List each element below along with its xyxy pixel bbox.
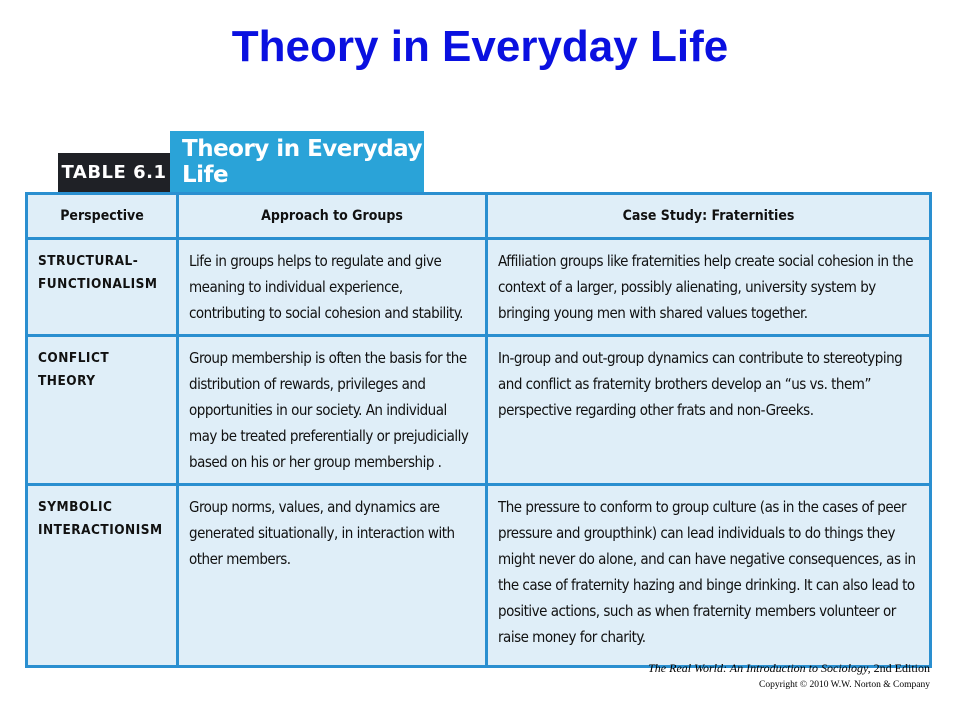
slide-title: Theory in Everyday Life xyxy=(231,22,729,71)
case-study-cell: The pressure to conform to group culture (as in the cases of peer pressure and groupthink) can lead individuals to do things they might never do alone, and can have negative consequences, as in the case of fraternity hazing and binge drinking. It can also lead to positive actions, such as when fraternity members volunteer or raise money for charity. xyxy=(487,485,931,667)
perspective-name-line1: SYMBOLIC xyxy=(38,499,113,515)
table-number-label: TABLE 6.1 xyxy=(58,153,170,192)
header-case-study: Case Study: Fraternities xyxy=(487,194,931,239)
footer-edition: 2nd Edition xyxy=(870,661,930,675)
table-header-row xyxy=(27,194,931,239)
footer-citation xyxy=(648,661,930,676)
perspective-cell xyxy=(27,239,178,336)
theory-table xyxy=(25,192,932,668)
header-perspective: Perspective xyxy=(27,194,178,239)
table-row xyxy=(27,336,931,485)
approach-cell: Life in groups helps to regulate and give meaning to individual experience, contributing to social cohesion and stability. xyxy=(178,239,487,336)
perspective-cell xyxy=(27,485,178,667)
perspective-cell xyxy=(27,336,178,485)
table-row xyxy=(27,485,931,667)
perspective-name-line2: FUNCTIONALISM xyxy=(38,276,158,292)
footer-copyright: Copyright © 2010 W.W. Norton & Company xyxy=(758,680,930,690)
case-study-cell: Affiliation groups like fraternities help create social cohesion in the context of a larger, possibly alienating, university system by bringing young men with shared values together. xyxy=(487,239,931,336)
table-row xyxy=(27,239,931,336)
footer-book-title: The Real World: An Introduction to Sociology, xyxy=(648,661,871,675)
approach-cell: Group membership is often the basis for the distribution of rewards, privileges and opportunities in our society. An individual may be treated preferentially or prejudicially based on his or her group membership . xyxy=(178,336,487,485)
perspective-name-line2: INTERACTIONISM xyxy=(38,522,163,538)
perspective-name-line1: CONFLICT THEORY xyxy=(38,350,110,389)
table-title-tab: Theory in Everyday Life xyxy=(170,131,424,192)
approach-cell: Group norms, values, and dynamics are generated situationally, in interaction with other members. xyxy=(178,485,487,667)
header-approach: Approach to Groups xyxy=(178,194,487,239)
case-study-cell: In-group and out-group dynamics can contribute to stereotyping and conflict as fraternity brothers develop an “us vs. them” perspective regarding other frats and non-Greeks. xyxy=(487,336,931,485)
perspective-name-line1: STRUCTURAL- xyxy=(38,253,139,269)
